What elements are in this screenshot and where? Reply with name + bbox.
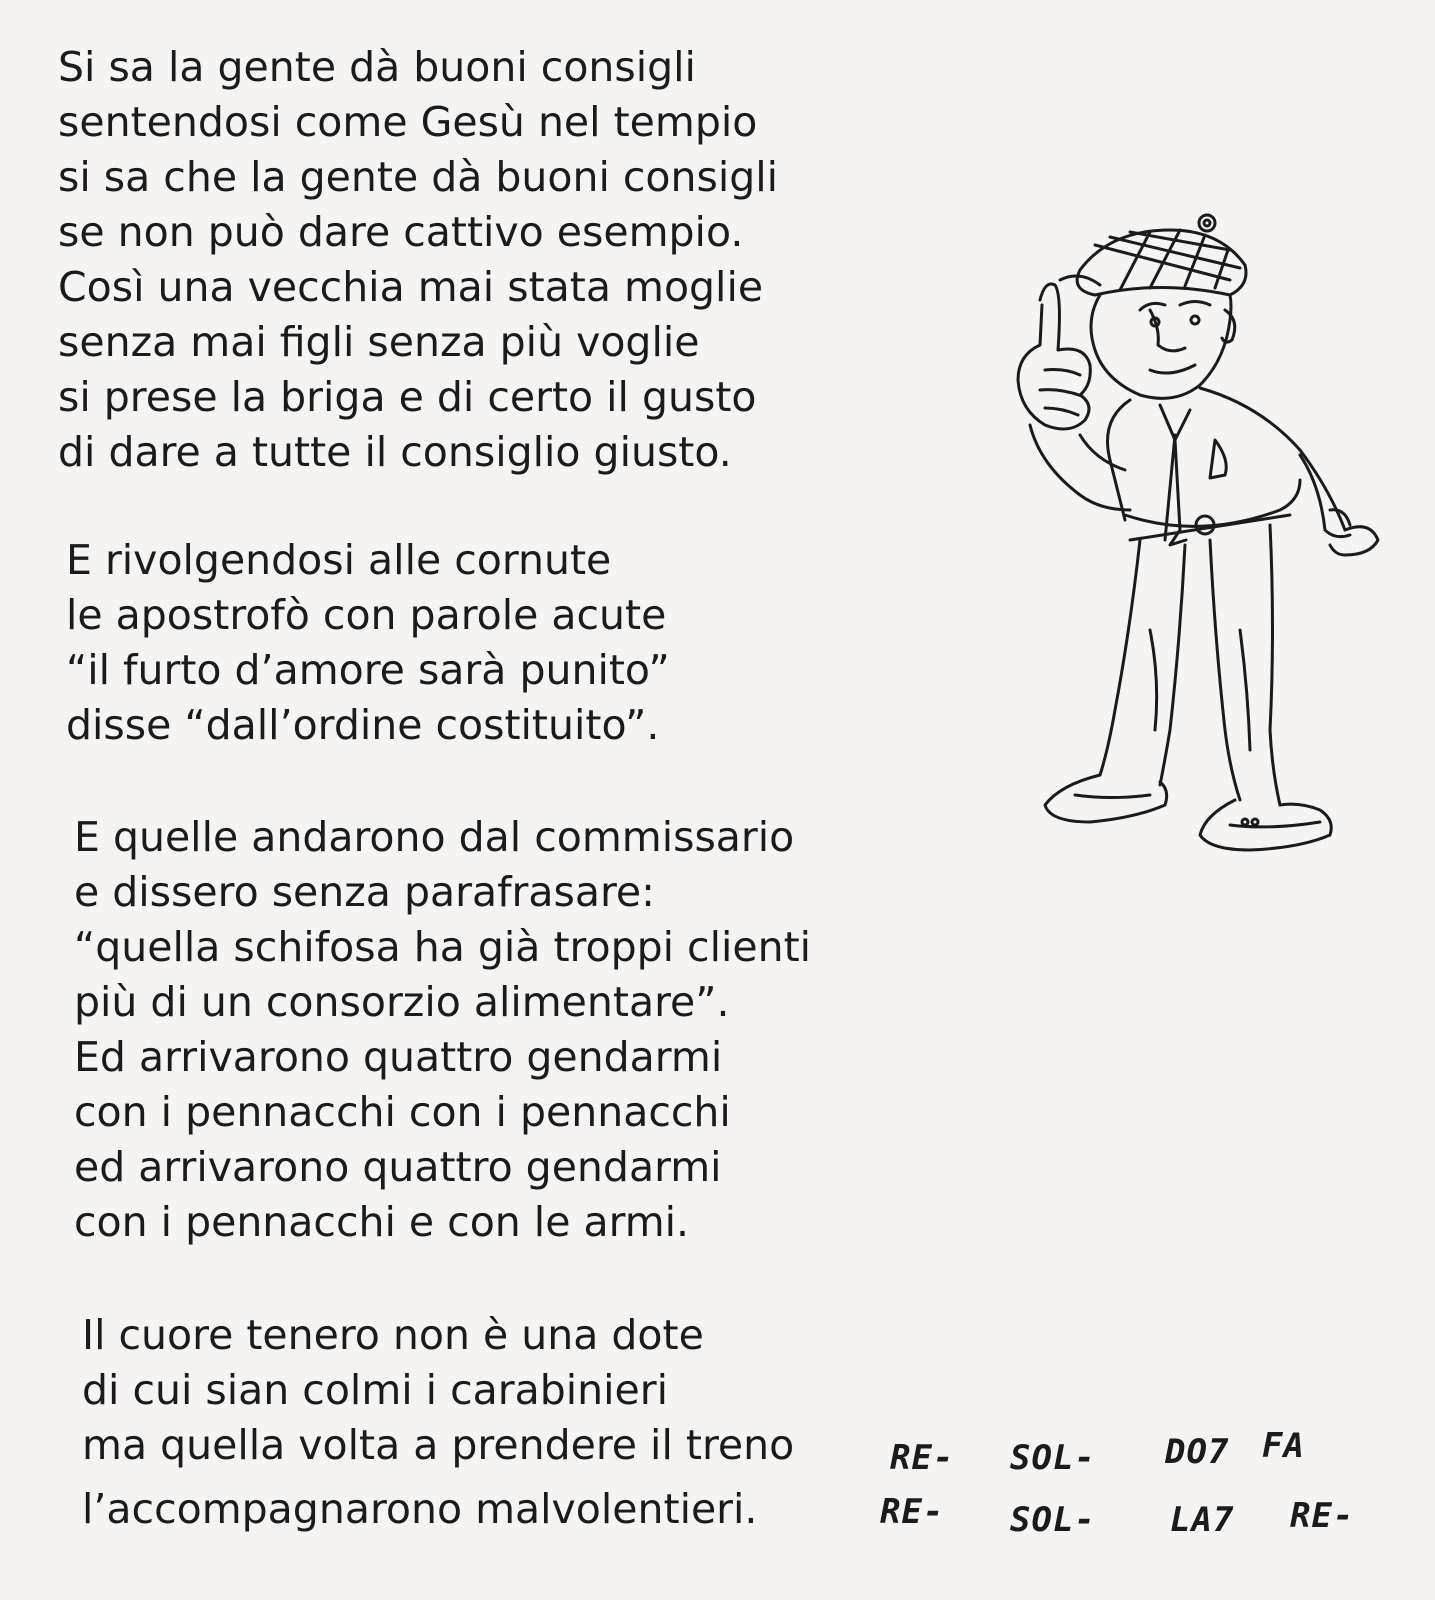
chord-annotation: SOL- xyxy=(1010,1438,1096,1478)
bleed-through-background xyxy=(815,40,1435,150)
stanza-4 xyxy=(82,1308,794,1473)
chord-annotation: RE- xyxy=(890,1438,955,1478)
verse-line: se non può dare cattivo esempio. xyxy=(58,208,744,256)
chord-annotation: FA xyxy=(1262,1426,1305,1466)
verse-line: si sa che la gente dà buoni consigli xyxy=(58,153,779,201)
carabiniere-illustration-icon xyxy=(1000,210,1380,870)
chord-annotation: SOL- xyxy=(1010,1500,1096,1540)
verse-line: Ed arrivarono quattro gendarmi xyxy=(74,1033,723,1081)
chord-annotation: RE- xyxy=(1290,1496,1355,1536)
final-verse-line: l’accompagnarono malvolentieri. xyxy=(82,1485,758,1533)
verse-line: Così una vecchia mai stata moglie xyxy=(58,263,764,311)
verse-line: di dare a tutte il consiglio giusto. xyxy=(58,428,732,476)
verse-line: E quelle andarono dal commissario xyxy=(74,813,795,861)
verse-line: e dissero senza parafrasare: xyxy=(74,868,655,916)
verse-line: si prese la briga e di certo il gusto xyxy=(58,373,757,421)
verse-line: senza mai figli senza più voglie xyxy=(58,318,700,366)
verse-line: ma quella volta a prendere il treno xyxy=(82,1421,795,1469)
verse-line: “il furto d’amore sarà punito” xyxy=(66,646,670,694)
verse-line: di cui sian colmi i carabinieri xyxy=(82,1366,669,1414)
verse-line: Il cuore tenero non è una dote xyxy=(82,1311,704,1359)
verse-line: sentendosi come Gesù nel tempio xyxy=(58,98,758,146)
chord-annotation: RE- xyxy=(880,1492,945,1532)
verse-line: E rivolgendosi alle cornute xyxy=(66,536,612,584)
stanza-2 xyxy=(66,533,670,753)
stanza-3 xyxy=(74,810,811,1250)
verse-line: “quella schifosa ha già troppi clienti xyxy=(74,923,812,971)
stanza-1 xyxy=(58,40,778,480)
verse-line: con i pennacchi con i pennacchi xyxy=(74,1088,731,1136)
verse-line: Si sa la gente dà buoni consigli xyxy=(58,43,696,91)
verse-line: disse “dall’ordine costituito”. xyxy=(66,701,660,749)
chord-annotation: DO7 xyxy=(1165,1432,1230,1472)
verse-line: più di un consorzio alimentare”. xyxy=(74,978,730,1026)
verse-line: ed arrivarono quattro gendarmi xyxy=(74,1143,722,1191)
verse-line: con i pennacchi e con le armi. xyxy=(74,1198,690,1246)
verse-line: le apostrofò con parole acute xyxy=(66,591,667,639)
chord-annotation: LA7 xyxy=(1170,1500,1235,1540)
